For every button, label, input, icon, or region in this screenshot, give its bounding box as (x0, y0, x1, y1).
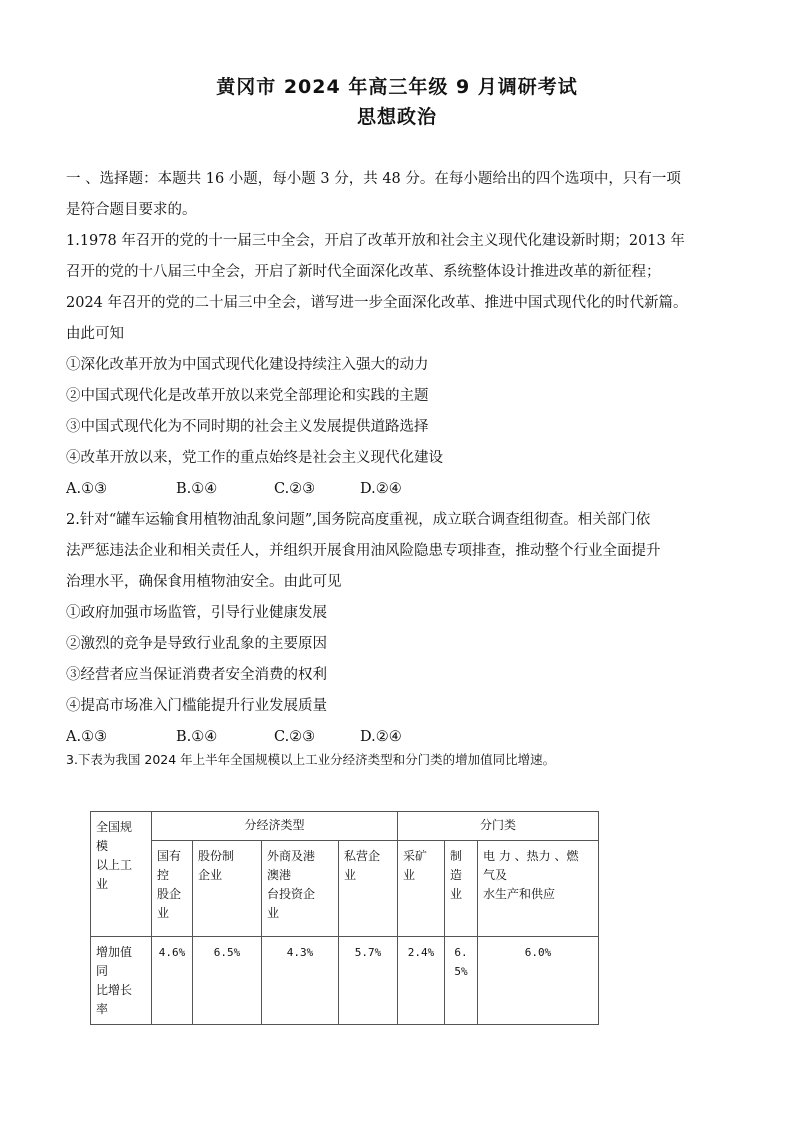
col-foreign-hkmt (262, 841, 339, 937)
header-economic-type: 分经济类型 (152, 812, 398, 841)
col-line: 气及 (483, 868, 508, 882)
q1-stem-line-3: 2024 年召开的党的二十届三中全会，谱写进一步全面深化改革、推进中国式现代化的时代新篇。 (66, 295, 688, 311)
q2-stem-line-2: 法严惩违法企业和相关责任人，并组织开展食用油风险隐患专项排查，推动整个行业全面提升 (66, 543, 661, 559)
q2-item-4: ④提高市场准入门槛能提升行业发展质量 (66, 698, 327, 714)
col-private (339, 841, 398, 937)
corner-line: 业 (96, 877, 109, 891)
value-line: 6. (454, 946, 468, 959)
row-label-line: 增加值 (96, 945, 133, 959)
col-line: 外商及港 (267, 849, 316, 863)
col-line: 业 (450, 887, 463, 901)
q1-options (66, 474, 730, 505)
q2-stem-line-3: 治理水平，确保食用植物油安全。由此可见 (66, 574, 342, 590)
row-label-growth (91, 937, 152, 1025)
subject-title: 思想政治 (356, 106, 437, 128)
value-line: 5% (454, 965, 468, 978)
value-state-owned: 4.6% (152, 937, 193, 1025)
q1-stem-line-1: 1.1978 年召开的党的十一届三中全会，开启了改革开放和社会主义现代化建设新时期；2013 年 (66, 233, 685, 249)
q2-item-1: ①政府加强市场监管，引导行业健康发展 (66, 605, 327, 621)
col-line: 业 (344, 868, 357, 882)
q1-item-3: ③中国式现代化为不同时期的社会主义发展提供道路选择 (66, 419, 429, 435)
q1-option-b[interactable]: B.①④ (176, 481, 218, 497)
q1-option-d[interactable]: D.②④ (360, 481, 402, 497)
col-line: 业 (403, 868, 416, 882)
col-line: 业 (267, 906, 280, 920)
q1-item-4: ④改革开放以来，党工作的重点始终是社会主义现代化建设 (66, 450, 443, 466)
col-line: 台投资企 (267, 887, 316, 901)
question-body (66, 164, 730, 753)
col-line: 股份制 (198, 849, 235, 863)
corner-line: 模 (96, 839, 109, 853)
value-manufacturing (445, 937, 478, 1025)
q2-option-b[interactable]: B.①④ (176, 729, 218, 745)
row-label-line: 率 (96, 1002, 109, 1016)
q2-option-a[interactable]: A.①③ (66, 729, 108, 745)
q1-stem-line-4: 由此可知 (66, 326, 124, 342)
value-foreign-hkmt: 4.3% (262, 937, 339, 1025)
col-joint-stock (193, 841, 262, 937)
q2-item-3: ③经营者应当保证消费者安全消费的权利 (66, 667, 327, 683)
col-line: 控 (157, 868, 170, 882)
corner-line: 以上工 (96, 858, 133, 872)
exam-title: 黄冈市 2024 年高三年级 9 月调研考试 (216, 76, 578, 98)
row-label-line: 同 (96, 964, 109, 978)
q2-item-2: ②激烈的竞争是导致行业乱象的主要原因 (66, 636, 327, 652)
corner-line: 全国规 (96, 820, 133, 834)
value-private: 5.7% (339, 937, 398, 1025)
col-line: 采矿 (403, 849, 428, 863)
q2-option-d[interactable]: D.②④ (360, 729, 402, 745)
col-manufacturing (445, 841, 478, 937)
col-line: 制 (450, 849, 463, 863)
section-header-line-2: 是符合题目要求的。 (66, 202, 197, 218)
col-line: 私营企 (344, 849, 381, 863)
col-line: 水生产和供应 (483, 887, 556, 901)
col-state-owned (152, 841, 193, 937)
value-joint-stock: 6.5% (193, 937, 262, 1025)
q1-item-1: ①深化改革开放为中国式现代化建设持续注入强大的动力 (66, 357, 429, 373)
q2-option-c[interactable]: C.②③ (274, 729, 316, 745)
col-line: 业 (157, 906, 170, 920)
industry-growth-table (90, 811, 599, 1025)
q2-stem-line-1: 2.针对“罐车运输食用植物油乱象问题”,国务院高度重视，成立联合调查组彻查。相关部门依 (66, 512, 651, 528)
col-utilities (478, 841, 599, 937)
col-mining (398, 841, 445, 937)
col-line: 造 (450, 868, 463, 882)
q1-option-c[interactable]: C.②③ (274, 481, 316, 497)
col-line: 澳港 (267, 868, 292, 882)
col-line: 股企 (157, 887, 182, 901)
q1-item-2: ②中国式现代化是改革开放以来党全部理论和实践的主题 (66, 388, 429, 404)
col-line: 企业 (198, 868, 223, 882)
value-mining: 2.4% (398, 937, 445, 1025)
row-label-line: 比增长 (96, 983, 133, 997)
header-industry-category: 分门类 (398, 812, 599, 841)
section-header-line-1: 一 、选择题：本题共 16 小题，每小题 3 分，共 48 分。在每小题给出的四个选项中，只有一项 (66, 171, 681, 187)
q3-stem: 3.下表为我国 2024 年上半年全国规模以上工业分经济类型和分门类的增加值同比增速。 (66, 752, 556, 767)
q1-stem-line-2: 召开的党的十八届三中全会，开启了新时代全面深化改革、系统整体设计推进改革的新征程； (66, 264, 661, 280)
col-line: 国有 (157, 849, 182, 863)
table-corner-cell (91, 812, 152, 937)
value-utilities: 6.0% (478, 937, 599, 1025)
col-line: 电 力 、热力 、燃 (483, 849, 579, 863)
q1-option-a[interactable]: A.①③ (66, 481, 108, 497)
